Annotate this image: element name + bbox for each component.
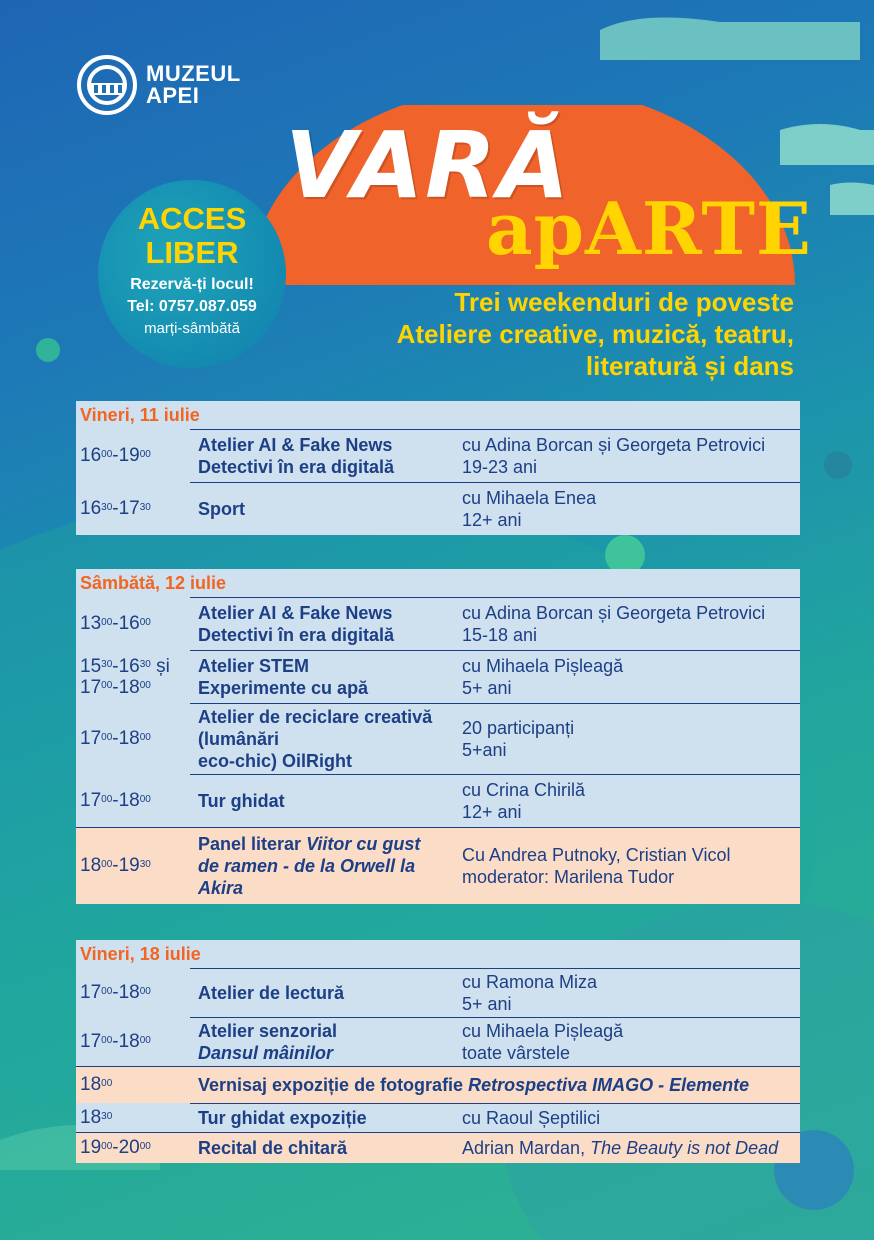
table-row — [80, 774, 800, 827]
time-cell: 17 $^{00}$ -18 $^{00}$ — [80, 790, 151, 811]
host-cell: cu Mihaela Pișleagă toate vârstele — [462, 1021, 624, 1063]
title-vara: VARĂ — [285, 112, 572, 219]
activity-cell: Atelier AI & Fake News Detectivi în era digitală — [198, 435, 395, 477]
schedule-day-2 — [76, 569, 800, 904]
logo-line2: APEI — [146, 83, 200, 108]
time-cell: $15^{30}-16^{30}$ și $17^{00}-18^{00}$ — [80, 656, 170, 698]
host-cell: cu Mihaela Pișleagă 5+ ani — [462, 656, 624, 698]
time-cell: 13 $^{00}$ -16 $^{00}$ — [80, 613, 151, 634]
host-cell: Adrian Mardan, The Beauty is not Dead — [462, 1138, 779, 1158]
access-line1: ACCES — [137, 201, 247, 236]
activity-cell: Vernisaj expoziție de fotografie Retrospectiva IMAGO - Elemente — [198, 1075, 750, 1095]
activity-cell: Sport — [198, 499, 245, 519]
activity-cell: Recital de chitară — [198, 1138, 348, 1158]
host-cell: cu Adina Borcan și Georgeta Petrovici 19-23 ani — [462, 435, 766, 477]
access-days: marți-sâmbătă — [144, 320, 240, 337]
host-cell: cu Ramona Miza 5+ ani — [462, 972, 598, 1014]
title-aparte: apARTE — [486, 186, 812, 271]
time-cell: 17 $^{00}$ -18 $^{00}$ — [80, 982, 151, 1003]
schedule-day-3 — [76, 940, 800, 1163]
time-cell: 18 $^{00}$ -19 $^{30}$ — [80, 855, 151, 876]
table-row — [80, 482, 800, 535]
access-badge — [98, 180, 286, 368]
time-cell: 18 $^{00}$ — [80, 1074, 113, 1095]
host-cell: 20 participanți 5+ani — [462, 718, 575, 760]
time-cell: 16 $^{30}$ -17 $^{30}$ — [80, 498, 151, 519]
table-row — [80, 597, 800, 650]
host-cell: cu Adina Borcan și Georgeta Petrovici 15-18 ani — [462, 603, 766, 645]
activity-cell: Atelier AI & Fake News Detectivi în era digitală — [198, 603, 395, 645]
table-row-highlight — [76, 827, 800, 904]
tagline-line2: Ateliere creative, muzică, teatru, — [396, 319, 794, 349]
access-line2: LIBER — [145, 235, 239, 270]
access-reserve: Rezervă-ți locul! — [130, 276, 254, 293]
tagline — [397, 286, 794, 382]
time-cell: 16 $^{00}$ -19 $^{00}$ — [80, 445, 151, 466]
time-cell: 18 $^{30}$ — [80, 1107, 113, 1128]
activity-cell: Atelier de reciclare creativă (lumânări eco-chic) OilRight — [198, 707, 433, 771]
activity-cell: Tur ghidat expoziție — [198, 1108, 367, 1128]
museum-logo-icon — [76, 54, 138, 116]
table-row — [80, 429, 800, 482]
table-row — [80, 1103, 800, 1132]
table-row-highlight — [76, 1066, 800, 1103]
access-phone[interactable]: Tel: 0757.087.059 — [127, 298, 257, 315]
time-cell: 17 $^{00}$ -18 $^{00}$ — [80, 728, 151, 749]
time-cell: 19 $^{00}$ -20 $^{00}$ — [80, 1137, 151, 1158]
activity-cell: Panel literar Viitor cu gust de ramen - de la Orwell la Akira — [198, 834, 421, 898]
logo-line1: MUZEUL — [146, 61, 241, 86]
tagline-line3: literatură și dans — [585, 351, 794, 381]
activity-cell: Tur ghidat — [198, 791, 285, 811]
activity-cell: Atelier de lectură — [198, 983, 345, 1003]
table-row — [80, 703, 800, 774]
tagline-line1: Trei weekenduri de poveste — [454, 287, 794, 317]
day-title: Vineri, 18 iulie — [80, 944, 201, 964]
day-title: Sâmbătă, 12 iulie — [80, 573, 227, 593]
host-cell: cu Crina Chirilă 12+ ani — [462, 780, 586, 822]
host-cell: cu Mihaela Enea 12+ ani — [462, 488, 597, 530]
table-row — [80, 968, 800, 1017]
host-cell: cu Raoul Șeptilici — [462, 1108, 601, 1128]
table-row — [80, 650, 800, 703]
schedule-day-1 — [76, 401, 800, 535]
activity-cell: Atelier senzorial Dansul mâinilor — [198, 1021, 338, 1063]
time-cell: 17 $^{00}$ -18 $^{00}$ — [80, 1031, 151, 1052]
day-title: Vineri, 11 iulie — [80, 405, 200, 425]
host-cell: Cu Andrea Putnoky, Cristian Vicol moderator: Marilena Tudor — [462, 845, 731, 887]
museum-logo[interactable] — [76, 54, 241, 116]
activity-cell: Atelier STEM Experimente cu apă — [198, 656, 369, 698]
table-row — [80, 1017, 800, 1066]
table-row-highlight — [76, 1132, 800, 1163]
